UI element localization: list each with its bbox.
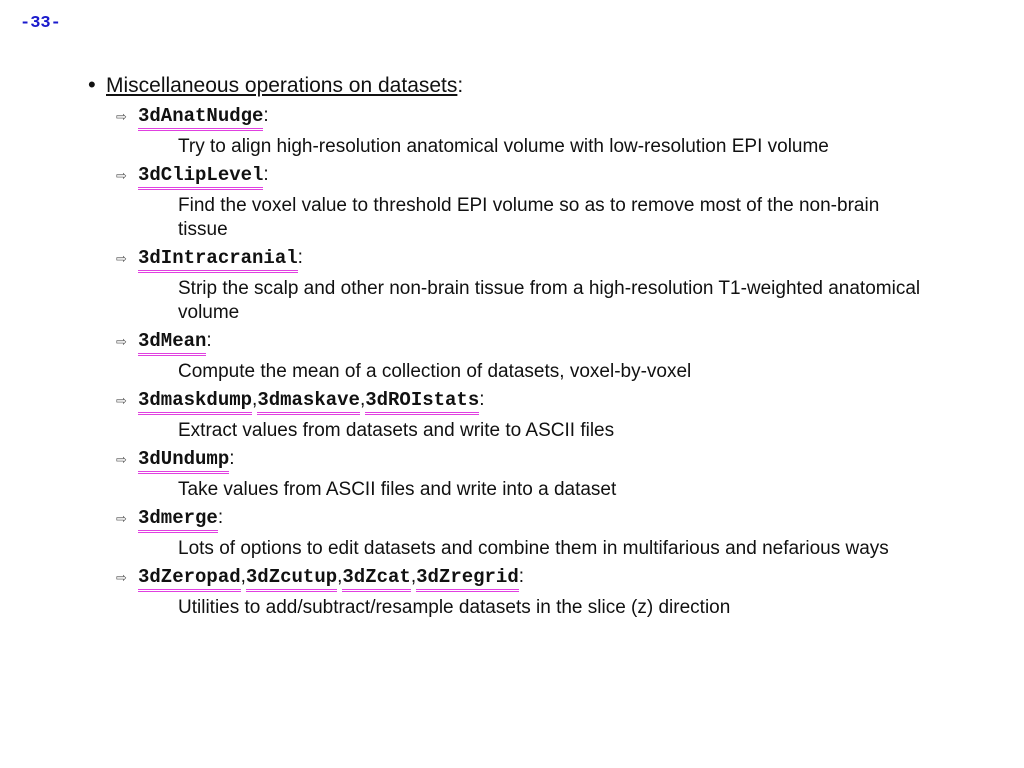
command-description: Extract values from datasets and write to ASCII files bbox=[178, 420, 615, 441]
separator: : bbox=[479, 389, 485, 410]
command-description: Find the voxel value to threshold EPI volume so as to remove most of the non-brain tissue bbox=[178, 195, 880, 240]
command-item bbox=[116, 566, 988, 592]
separator: : bbox=[518, 566, 525, 587]
hollow-arrow-icon: ⇨ bbox=[116, 334, 127, 349]
heading-suffix: : bbox=[457, 74, 464, 97]
hollow-arrow-icon: ⇨ bbox=[116, 393, 127, 408]
command-item bbox=[116, 247, 988, 273]
separator: , bbox=[240, 566, 246, 587]
command-item bbox=[116, 105, 988, 131]
command-item bbox=[116, 389, 988, 415]
command-link[interactable]: 3dAnatNudge bbox=[138, 105, 263, 131]
command-item bbox=[116, 507, 988, 533]
hollow-arrow-icon: ⇨ bbox=[116, 511, 127, 526]
command-link[interactable]: 3dZregrid bbox=[416, 566, 519, 592]
command-link[interactable]: 3dROIstats bbox=[365, 389, 479, 415]
separator: , bbox=[337, 566, 343, 587]
command-link[interactable]: 3dZcutup bbox=[246, 566, 337, 592]
command-link[interactable]: 3dZeropad bbox=[138, 566, 241, 592]
command-description: Compute the mean of a collection of datasets, voxel-by-voxel bbox=[178, 361, 692, 382]
heading-link[interactable]: Miscellaneous operations on datasets bbox=[106, 74, 458, 97]
command-description: Strip the scalp and other non-brain tissue from a high-resolution T1-weighted anatomical volume bbox=[178, 278, 921, 323]
separator: : bbox=[263, 164, 269, 185]
command-link[interactable]: 3dClipLevel bbox=[138, 164, 263, 190]
command-item bbox=[116, 448, 988, 474]
command-description: Try to align high-resolution anatomical volume with low-resolution EPI volume bbox=[178, 136, 829, 157]
command-description: Utilities to add/subtract/resample datasets in the slice (z) direction bbox=[178, 597, 731, 618]
command-list bbox=[116, 105, 988, 620]
command-link[interactable]: 3dIntracranial bbox=[138, 247, 298, 273]
slide-content bbox=[88, 72, 988, 625]
command-link[interactable]: 3dmaskdump bbox=[138, 389, 252, 415]
command-link[interactable]: 3dMean bbox=[138, 330, 206, 356]
hollow-arrow-icon: ⇨ bbox=[116, 109, 127, 124]
separator: , bbox=[410, 566, 417, 587]
command-link[interactable]: 3dZcat bbox=[342, 566, 410, 592]
command-description: Take values from ASCII files and write into a dataset bbox=[178, 479, 617, 500]
page-number: -33- bbox=[20, 14, 61, 33]
command-item bbox=[116, 164, 988, 190]
section-heading bbox=[88, 72, 988, 98]
command-link[interactable]: 3dmaskave bbox=[257, 389, 360, 415]
separator: , bbox=[359, 389, 366, 410]
bullet-dot-icon: • bbox=[88, 72, 96, 97]
separator: : bbox=[206, 330, 212, 351]
hollow-arrow-icon: ⇨ bbox=[116, 570, 127, 585]
separator: : bbox=[229, 448, 235, 469]
command-item bbox=[116, 330, 988, 356]
command-description: Lots of options to edit datasets and combine them in multifarious and nefarious ways bbox=[178, 538, 889, 559]
hollow-arrow-icon: ⇨ bbox=[116, 251, 127, 266]
hollow-arrow-icon: ⇨ bbox=[116, 452, 127, 467]
command-link[interactable]: 3dUndump bbox=[138, 448, 229, 474]
command-link[interactable]: 3dmerge bbox=[138, 507, 218, 533]
separator: : bbox=[217, 507, 224, 528]
hollow-arrow-icon: ⇨ bbox=[116, 168, 127, 183]
separator: : bbox=[263, 105, 269, 126]
separator: : bbox=[297, 247, 303, 268]
separator: , bbox=[252, 389, 258, 410]
